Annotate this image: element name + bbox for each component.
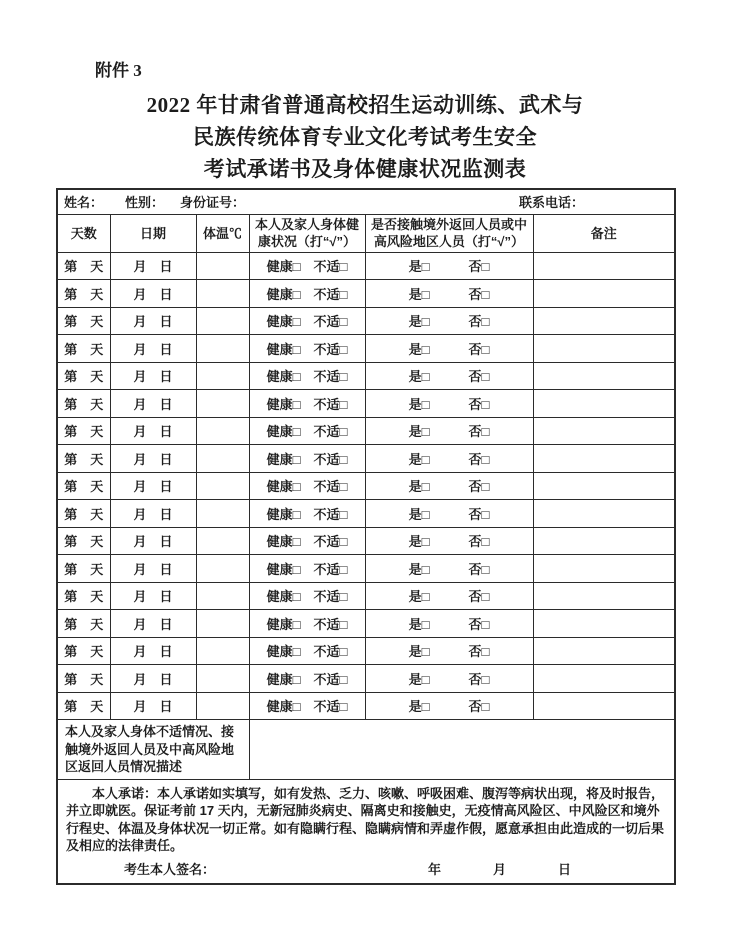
day-cell: 第 天 <box>57 692 110 720</box>
temperature-cell <box>196 280 249 308</box>
date-cell: 月 日 <box>110 500 196 528</box>
remarks-cell <box>533 390 675 418</box>
table-row <box>57 445 675 473</box>
temperature-cell <box>196 527 249 555</box>
health-checkbox-cell: 健康□ 不适□ <box>249 362 365 390</box>
health-checkbox-cell: 健康□ 不适□ <box>249 527 365 555</box>
day-cell: 第 天 <box>57 280 110 308</box>
remarks-cell <box>533 665 675 693</box>
id-number-label: 身份证号： <box>180 195 246 211</box>
day-cell: 第 天 <box>57 362 110 390</box>
remarks-cell <box>533 500 675 528</box>
contact-checkbox-cell: 是□ 否□ <box>365 335 533 363</box>
health-checkbox-cell: 健康□ 不适□ <box>249 472 365 500</box>
contact-checkbox-cell: 是□ 否□ <box>365 665 533 693</box>
table-header-row <box>57 214 675 252</box>
name-label: 姓名： <box>64 195 104 211</box>
day-cell: 第 天 <box>57 555 110 583</box>
temperature-cell <box>196 362 249 390</box>
health-checkbox-cell: 健康□ 不适□ <box>249 500 365 528</box>
health-checkbox-cell: 健康□ 不适□ <box>249 665 365 693</box>
col-header-contact-line1: 是否接触境外返回人员或中 <box>370 217 527 232</box>
day-cell: 第 天 <box>57 582 110 610</box>
table-row <box>57 252 675 280</box>
day-cell: 第 天 <box>57 417 110 445</box>
remarks-cell <box>533 637 675 665</box>
temperature-cell <box>196 665 249 693</box>
temperature-cell <box>196 252 249 280</box>
date-cell: 月 日 <box>110 307 196 335</box>
commitment-row <box>57 779 675 884</box>
remarks-cell <box>533 445 675 473</box>
description-input-area <box>249 720 675 780</box>
contact-checkbox-cell: 是□ 否□ <box>365 280 533 308</box>
temperature-cell <box>196 500 249 528</box>
table-row <box>57 610 675 638</box>
day-cell: 第 天 <box>57 610 110 638</box>
table-row <box>57 280 675 308</box>
contact-checkbox-cell: 是□ 否□ <box>365 610 533 638</box>
health-checkbox-cell: 健康□ 不适□ <box>249 390 365 418</box>
remarks-cell <box>533 692 675 720</box>
health-checkbox-cell: 健康□ 不适□ <box>249 307 365 335</box>
temperature-cell <box>196 610 249 638</box>
health-checkbox-cell: 健康□ 不适□ <box>249 692 365 720</box>
description-label: 本人及家人身体不适情况、接触境外返回人员及中高风险地区返回人员情况描述 <box>57 720 249 780</box>
table-row <box>57 307 675 335</box>
remarks-cell <box>533 417 675 445</box>
contact-checkbox-cell: 是□ 否□ <box>365 252 533 280</box>
contact-checkbox-cell: 是□ 否□ <box>365 527 533 555</box>
table-row <box>57 390 675 418</box>
health-checkbox-cell: 健康□ 不适□ <box>249 445 365 473</box>
table-row <box>57 335 675 363</box>
health-checkbox-cell: 健康□ 不适□ <box>249 280 365 308</box>
health-checkbox-cell: 健康□ 不适□ <box>249 610 365 638</box>
temperature-cell <box>196 390 249 418</box>
temperature-cell <box>196 582 249 610</box>
day-cell: 第 天 <box>57 637 110 665</box>
remarks-cell <box>533 472 675 500</box>
remarks-cell <box>533 307 675 335</box>
table-row <box>57 362 675 390</box>
title-line-1: 2022 年甘肃省普通高校招生运动训练、武术与 <box>146 93 584 117</box>
temperature-cell <box>196 555 249 583</box>
gender-label: 性别： <box>125 195 165 211</box>
date-cell: 月 日 <box>110 582 196 610</box>
table-row <box>57 555 675 583</box>
date-cell: 月 日 <box>110 555 196 583</box>
temperature-cell <box>196 307 249 335</box>
remarks-cell <box>533 280 675 308</box>
month-label: 月 <box>492 862 506 877</box>
day-cell: 第 天 <box>57 307 110 335</box>
remarks-cell <box>533 555 675 583</box>
col-header-temperature: 体温℃ <box>196 214 249 252</box>
health-checkbox-cell: 健康□ 不适□ <box>249 252 365 280</box>
document-title <box>56 89 674 185</box>
remarks-cell <box>533 335 675 363</box>
date-cell: 月 日 <box>110 472 196 500</box>
date-cell: 月 日 <box>110 335 196 363</box>
date-cell: 月 日 <box>110 417 196 445</box>
temperature-cell <box>196 335 249 363</box>
table-row <box>57 417 675 445</box>
signature-label: 考生本人签名： <box>124 862 216 877</box>
day-cell: 第 天 <box>57 500 110 528</box>
date-cell: 月 日 <box>110 610 196 638</box>
health-checkbox-cell: 健康□ 不适□ <box>249 555 365 583</box>
contact-checkbox-cell: 是□ 否□ <box>365 500 533 528</box>
day-cell: 第 天 <box>57 665 110 693</box>
col-header-date: 日期 <box>110 214 196 252</box>
day-cell: 第 天 <box>57 445 110 473</box>
table-row <box>57 665 675 693</box>
signature-line <box>66 859 666 879</box>
remarks-cell <box>533 527 675 555</box>
health-checkbox-cell: 健康□ 不适□ <box>249 417 365 445</box>
col-header-contact-line2: 高风险地区人员（打“√”） <box>373 234 525 249</box>
contact-checkbox-cell: 是□ 否□ <box>365 555 533 583</box>
signature-date <box>428 859 571 878</box>
date-cell: 月 日 <box>110 637 196 665</box>
day-cell: 第 天 <box>57 390 110 418</box>
contact-checkbox-cell: 是□ 否□ <box>365 445 533 473</box>
table-row <box>57 582 675 610</box>
temperature-cell <box>196 637 249 665</box>
day-cell: 第 天 <box>57 335 110 363</box>
table-row <box>57 500 675 528</box>
date-cell: 月 日 <box>110 445 196 473</box>
monitor-rows <box>57 252 675 720</box>
col-header-health-line1: 本人及家人身体健 <box>254 217 359 232</box>
health-checkbox-cell: 健康□ 不适□ <box>249 637 365 665</box>
commitment-text: 本人承诺：本人承诺如实填写，如有发热、乏力、咳嗽、呼吸困难、腹泻等病状出现，将及时报告，并立即就医。保证考前 17 天内，无新冠肺炎病史、隔离史和接触史，无疫情高风险区、中风险区和境外行程史、体温及身体状况一切正常。如有隐瞒行程、隐瞒病情和弄虚作假，愿意承担由此造成的一切后果及相应的法律责任。 <box>66 785 665 853</box>
col-header-health <box>249 214 365 252</box>
col-header-remarks: 备注 <box>533 214 675 252</box>
contact-checkbox-cell: 是□ 否□ <box>365 692 533 720</box>
date-cell: 月 日 <box>110 692 196 720</box>
day-cell: 第 天 <box>57 527 110 555</box>
col-header-health-line2: 康状况（打“√”） <box>257 234 357 249</box>
contact-checkbox-cell: 是□ 否□ <box>365 362 533 390</box>
date-cell: 月 日 <box>110 280 196 308</box>
title-line-2: 民族传统体育专业文化考试考生安全 <box>193 125 537 149</box>
temperature-cell <box>196 692 249 720</box>
date-cell: 月 日 <box>110 390 196 418</box>
table-row <box>57 692 675 720</box>
remarks-cell <box>533 610 675 638</box>
remarks-cell <box>533 362 675 390</box>
day-cell: 第 天 <box>57 252 110 280</box>
year-label: 年 <box>427 862 441 877</box>
date-cell: 月 日 <box>110 252 196 280</box>
description-row <box>57 720 675 780</box>
table-row <box>57 527 675 555</box>
candidate-info-row <box>57 189 675 214</box>
contact-checkbox-cell: 是□ 否□ <box>365 637 533 665</box>
contact-checkbox-cell: 是□ 否□ <box>365 472 533 500</box>
col-header-days: 天数 <box>57 214 110 252</box>
title-line-3: 考试承诺书及身体健康状况监测表 <box>203 157 527 181</box>
remarks-cell <box>533 582 675 610</box>
health-checkbox-cell: 健康□ 不适□ <box>249 335 365 363</box>
temperature-cell <box>196 417 249 445</box>
date-cell: 月 日 <box>110 665 196 693</box>
date-cell: 月 日 <box>110 527 196 555</box>
table-row <box>57 637 675 665</box>
temperature-cell <box>196 472 249 500</box>
phone-label: 联系电话： <box>518 195 584 211</box>
contact-checkbox-cell: 是□ 否□ <box>365 582 533 610</box>
temperature-cell <box>196 445 249 473</box>
day-cell: 第 天 <box>57 472 110 500</box>
health-checkbox-cell: 健康□ 不适□ <box>249 582 365 610</box>
day-label: 日 <box>557 862 571 877</box>
health-monitor-table <box>56 188 676 885</box>
contact-checkbox-cell: 是□ 否□ <box>365 390 533 418</box>
contact-checkbox-cell: 是□ 否□ <box>365 307 533 335</box>
contact-checkbox-cell: 是□ 否□ <box>365 417 533 445</box>
attachment-label: 附件 3 <box>95 61 142 80</box>
table-row <box>57 472 675 500</box>
date-cell: 月 日 <box>110 362 196 390</box>
remarks-cell <box>533 252 675 280</box>
col-header-contact <box>365 214 533 252</box>
